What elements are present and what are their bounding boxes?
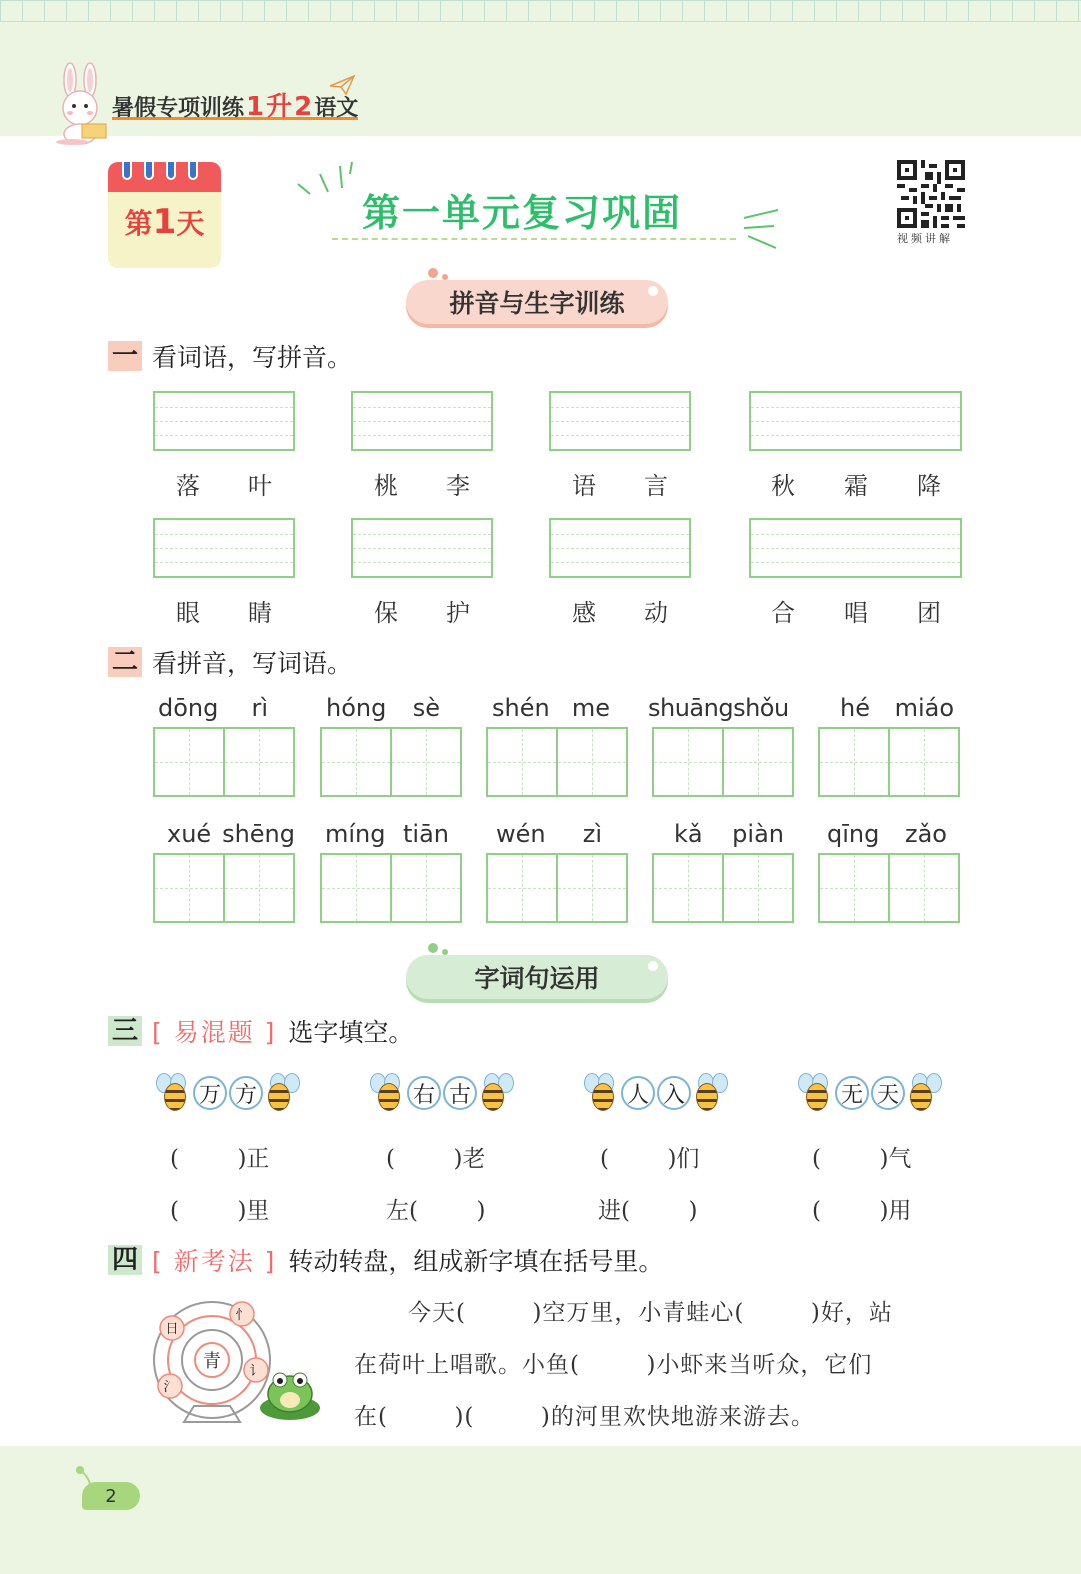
- tianzige-box[interactable]: [652, 853, 794, 923]
- wheel-center-char: 青: [203, 1351, 221, 1372]
- grade-arrow: 升: [266, 92, 293, 122]
- section-pinyin-title: 拼音与生字训练: [406, 280, 668, 324]
- qr-code-icon[interactable]: [897, 160, 965, 228]
- bee-icon: [156, 1071, 192, 1115]
- frog-icon: [260, 1373, 320, 1420]
- unit-title: 第一单元复习巩固: [362, 191, 683, 235]
- word-item: 落 叶: [176, 472, 272, 500]
- word-item: 合 唱 团: [771, 599, 941, 627]
- tianzige-box[interactable]: [153, 727, 295, 797]
- wheel-part: 讠: [249, 1364, 263, 1379]
- tianzige-box[interactable]: [320, 727, 462, 797]
- passage-line[interactable]: 在( )( )的河里欢快地游来游去。: [354, 1404, 815, 1430]
- char-choice-pair: [584, 1068, 728, 1118]
- passage-line[interactable]: 今天( )空万里，小青蛙心( )好，站: [408, 1300, 893, 1326]
- word-item: 语 言: [572, 472, 668, 500]
- bee-icon: [906, 1071, 942, 1115]
- wheel-part: 氵: [163, 1380, 177, 1395]
- fill-blank[interactable]: 进( ): [598, 1198, 698, 1224]
- spark-right-icon: [742, 206, 782, 252]
- fill-blank[interactable]: ( )用: [812, 1198, 912, 1224]
- tianzige-box[interactable]: [652, 727, 794, 797]
- pinyin-answer-box[interactable]: [351, 391, 493, 451]
- char-choice-pair: [156, 1068, 300, 1118]
- fill-blank[interactable]: ( )气: [812, 1146, 912, 1172]
- pinyin-label: dōng rì: [158, 694, 268, 722]
- word-item: 眼 睛: [176, 599, 272, 627]
- tianzige-box[interactable]: [818, 853, 960, 923]
- title-prefix: 暑假专项训练: [112, 96, 245, 121]
- question-number: 二: [108, 647, 142, 677]
- question-number: 一: [108, 341, 142, 371]
- tianzige-box[interactable]: [153, 853, 295, 923]
- bee-icon: [798, 1071, 834, 1115]
- grade-to: 2: [294, 92, 313, 122]
- bee-icon: [370, 1071, 406, 1115]
- grade-from: 1: [246, 92, 265, 122]
- pinyin-label: wén zì: [496, 820, 602, 848]
- section-usage-title: 字词句运用: [406, 955, 668, 999]
- question-text: 选字填空。: [288, 1018, 414, 1047]
- fill-blank[interactable]: ( )老: [386, 1146, 486, 1172]
- word-item: 保 护: [374, 599, 470, 627]
- book-title: [112, 86, 358, 120]
- spark-left-icon: [296, 160, 356, 200]
- pinyin-answer-box[interactable]: [549, 518, 691, 578]
- char-choice-pair: [798, 1068, 942, 1118]
- footer-band: [0, 1446, 1081, 1574]
- bunny-mascot-icon: [52, 62, 114, 146]
- pinyin-answer-box[interactable]: [153, 518, 295, 578]
- page-number: 2: [82, 1482, 140, 1510]
- qr-label: 视频讲解: [897, 232, 953, 245]
- word-item: 秋 霜 降: [771, 472, 941, 500]
- pinyin-answer-box[interactable]: [749, 391, 962, 451]
- question-tag: [ 易混题 ]: [152, 1018, 277, 1047]
- question-text: 转动转盘，组成新字填在括号里。: [288, 1247, 664, 1276]
- question-tag: [ 新考法 ]: [152, 1247, 277, 1276]
- bee-icon: [264, 1071, 300, 1115]
- bee-icon: [692, 1071, 728, 1115]
- char-choice: 天: [871, 1076, 905, 1110]
- pinyin-label: hóng sè: [326, 694, 440, 722]
- char-choice: 古: [443, 1076, 477, 1110]
- fill-blank[interactable]: ( )正: [170, 1146, 270, 1172]
- subject-label: 语文: [314, 96, 359, 121]
- passage-line[interactable]: 在荷叶上唱歌。小鱼( )小虾来当听众，它们: [354, 1352, 873, 1378]
- question-4-header: [108, 1242, 663, 1278]
- day-label: 第1天: [124, 202, 205, 242]
- tianzige-box[interactable]: [320, 853, 462, 923]
- tianzige-box[interactable]: [486, 727, 628, 797]
- pinyin-label: hé miáo: [840, 694, 954, 722]
- question-number: 四: [108, 1245, 142, 1275]
- pinyin-label: qīng zǎo: [827, 820, 947, 848]
- pinyin-label: kǎ piàn: [674, 820, 784, 848]
- pinyin-answer-box[interactable]: [153, 391, 295, 451]
- calendar-rings: [122, 162, 198, 180]
- question-text: 看词语，写拼音。: [152, 343, 353, 372]
- question-text: 看拼音，写词语。: [152, 649, 353, 678]
- question-2-header: [108, 644, 352, 680]
- pinyin-answer-box[interactable]: [351, 518, 493, 578]
- paper-plane-icon: [328, 74, 356, 96]
- question-3-header: [108, 1013, 413, 1049]
- tianzige-box[interactable]: [486, 853, 628, 923]
- wheel-part: 日: [165, 1322, 179, 1337]
- char-choice: 万: [193, 1076, 227, 1110]
- pinyin-label: xué shēng: [167, 820, 295, 848]
- tianzige-box[interactable]: [818, 727, 960, 797]
- pinyin-label: shén me: [492, 694, 610, 722]
- fill-blank[interactable]: ( )们: [600, 1146, 700, 1172]
- wheel-part: 忄: [235, 1308, 249, 1323]
- bee-icon: [584, 1071, 620, 1115]
- char-choice: 入: [657, 1076, 691, 1110]
- question-number: 三: [108, 1016, 142, 1046]
- unit-title-underline: [332, 238, 736, 240]
- char-choice: 方: [229, 1076, 263, 1110]
- char-choice-pair: [370, 1068, 514, 1118]
- character-wheel[interactable]: [150, 1290, 326, 1430]
- question-1-header: [108, 338, 352, 374]
- bee-icon: [478, 1071, 514, 1115]
- pinyin-label: shuāng shǒu: [648, 694, 789, 722]
- day-card: [108, 162, 221, 268]
- char-choice: 右: [407, 1076, 441, 1110]
- pinyin-answer-box[interactable]: [549, 391, 691, 451]
- word-item: 桃 李: [374, 472, 470, 500]
- pinyin-label: míng tiān: [325, 820, 449, 848]
- grid-strip: [0, 0, 1081, 22]
- pinyin-answer-box[interactable]: [749, 518, 962, 578]
- char-choice: 无: [835, 1076, 869, 1110]
- word-item: 感 动: [572, 599, 668, 627]
- char-choice: 人: [621, 1076, 655, 1110]
- fill-blank[interactable]: 左( ): [386, 1198, 486, 1224]
- fill-blank[interactable]: ( )里: [170, 1198, 270, 1224]
